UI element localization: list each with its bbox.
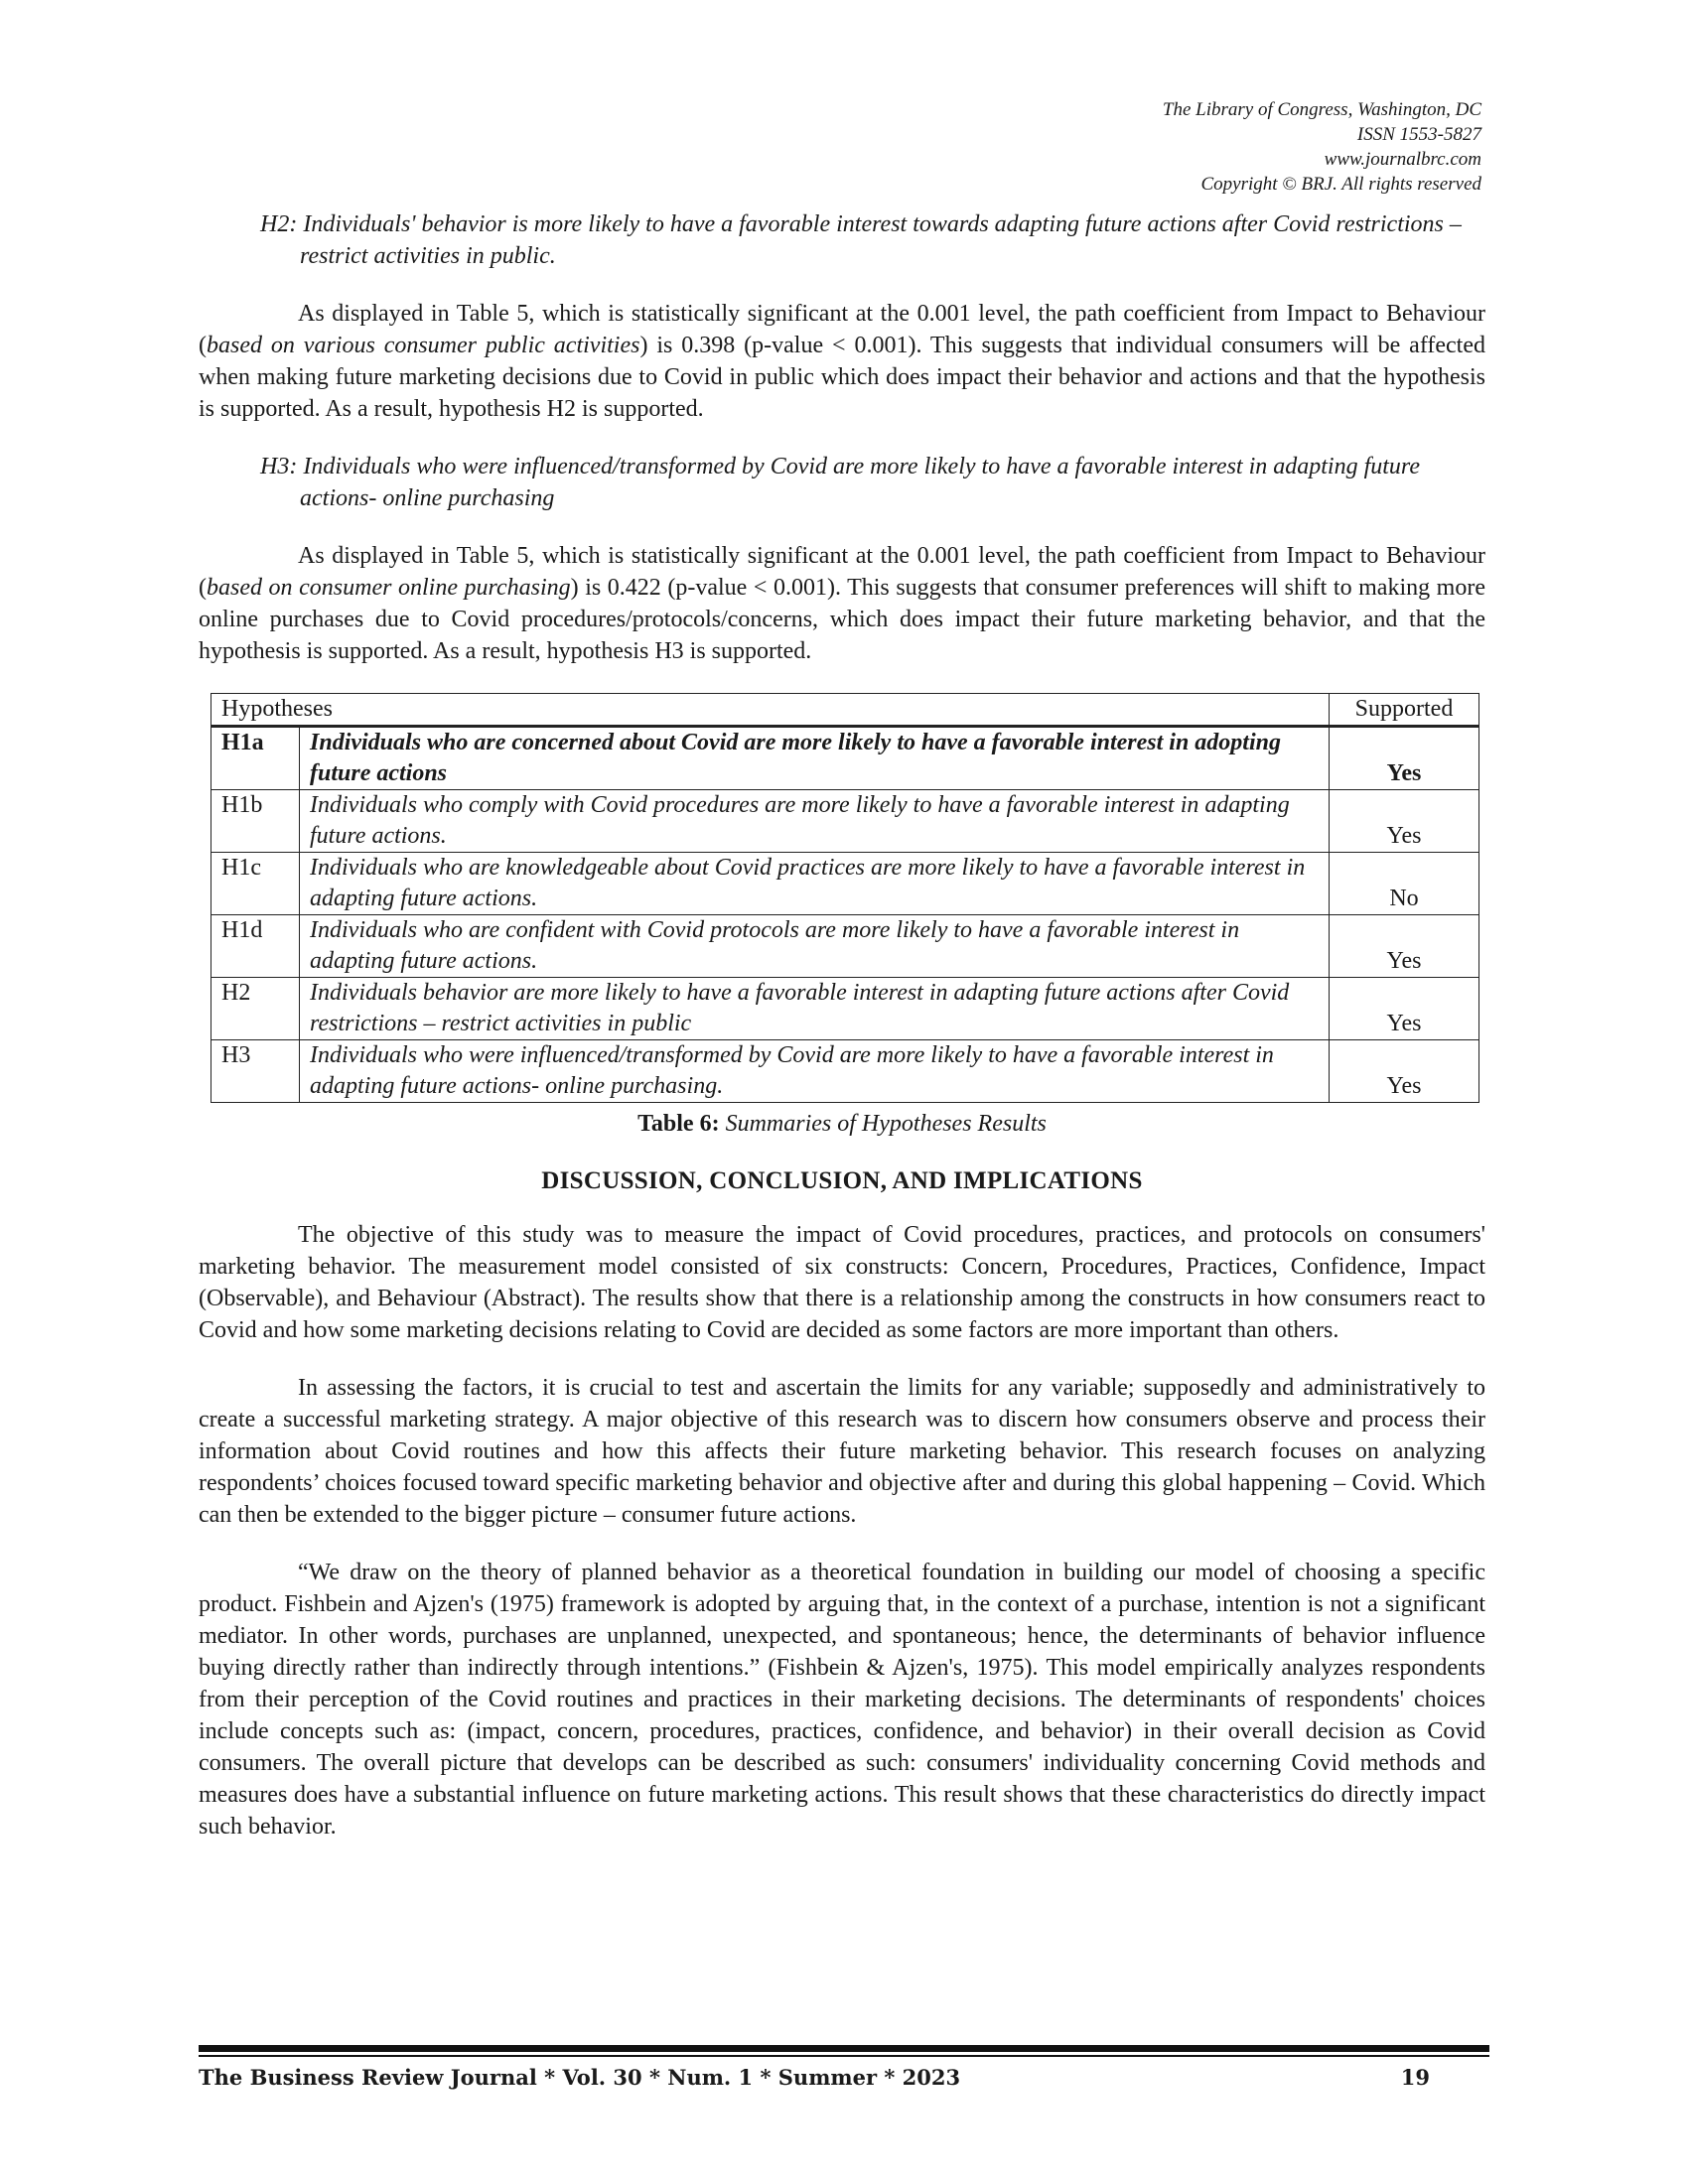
supported-value: Yes [1330,915,1479,978]
page-content [199,208,1485,1868]
hypothesis-text: Individuals behavior are more likely to have a favorable interest in adapting future actions after Covid restrictions – restrict activities in public [300,978,1330,1040]
paragraph-h3-result [199,540,1485,667]
footer-divider [199,2045,1489,2057]
table-header-row [211,694,1479,727]
header-supported: Supported [1330,694,1479,727]
supported-value: Yes [1330,1040,1479,1103]
paragraph-text: As displayed in Table 5, which is statistically significant at the 0.001 level, the path coefficient from Impact to Behaviour ( [199,301,1485,358]
hypothesis-id: H3 [211,1040,300,1103]
supported-value: Yes [1330,790,1479,853]
hypothesis-text: Individuals who were influenced/transformed by Covid are more likely to have a favorable interest in adapting future actions- online purchasing. [300,1040,1330,1103]
footer-journal-info: The Business Review Journal * Vol. 30 * Num. 1 * Summer * 2023 [199,2065,961,2090]
hypothesis-id: H2 [211,978,300,1040]
hypothesis-text: Individuals who are confident with Covid protocols are more likely to have a favorable interest in adapting future actions. [300,915,1330,978]
table-row [211,790,1479,853]
section-heading: DISCUSSION, CONCLUSION, AND IMPLICATIONS [541,1167,1143,1194]
hypotheses-table [211,693,1479,1103]
page-footer [199,2065,1430,2090]
table-row [211,915,1479,978]
table-row [211,1040,1479,1103]
table-row [211,978,1479,1040]
hypothesis-h2: H2: Individuals' behavior is more likely to have a favorable interest towards adapting future actions after Covid restrictions – restrict activities in public. [260,211,1462,269]
discussion-paragraph-1: The objective of this study was to measure the impact of Covid procedures, practices, and protocols on consumers' marketing behavior. The measurement model consisted of six constructs: Concern, Procedures, Practices, Confidence, Impact (Observable), and Behaviour (Abstract). The results show that there is a relationship among the constructs in how consumers react to Covid and how some marketing decisions relating to Covid are decided as some factors are more important than others. [199,1222,1485,1343]
hypothesis-id: H1d [211,915,300,978]
paragraph-h2-result [199,298,1485,425]
header-line-website: www.journalbrc.com [1324,149,1481,170]
discussion-paragraph-3: “We draw on the theory of planned behavior as a theoretical foundation in building our model of choosing a specific product. Fishbein and Ajzen's (1975) framework is adopted by arguing that, in the context of a purchase, intention is not a significant mediator. In other words, purchases are unplanned, unexpected, and spontaneous; hence, the determinants of behavior influence buying directly rather than indirectly through intentions.” (Fishbein & Ajzen's, 1975). This model empirically analyzes respondents from their perception of the Covid routines and practices in their marketing decisions. The determinants of respondents' choices include concepts such as: (impact, concern, procedures, practices, confidence, and behavior) in their overall decision as Covid consumers. The overall picture that develops can be described as such: consumers' individuality concerning Covid methods and measures does have a substantial influence on future marketing actions. This result shows that these characteristics do directly impact such behavior. [199,1560,1485,1840]
hypothesis-h3: H3: Individuals who were influenced/transformed by Covid are more likely to have a favorable interest in adapting future actions- online purchasing [260,454,1421,511]
table-row [211,853,1479,915]
supported-value: No [1330,853,1479,915]
paragraph-text: ) is 0.398 (p-value < 0.001). This suggests that individual consumers will be affected when making future marketing decisions due to Covid in public which does impact their behavior and actions and that the hypothesis is supported. As a result, hypothesis H2 is supported. [199,333,1485,422]
header-line-copyright: Copyright © BRJ. All rights reserved [1200,174,1481,195]
caption-text: Summaries of Hypotheses Results [725,1111,1047,1137]
supported-value: Yes [1330,727,1479,790]
discussion-paragraph-2: In assessing the factors, it is crucial to test and ascertain the limits for any variable; supposedly and administratively to create a successful marketing strategy. A major objective of this research was to discern how consumers observe and process their information about Covid routines and how this affects their future marketing behavior. This research focuses on analyzing respondents’ choices focused toward specific marketing behavior and objective after and during this global happening – Covid. Which can then be extended to the bigger picture – consumer future actions. [199,1375,1485,1528]
hypothesis-text: Individuals who comply with Covid procedures are more likely to have a favorable interest in adapting future actions. [300,790,1330,853]
hypothesis-id: H1a [211,727,300,790]
header-hypotheses: Hypotheses [211,694,1330,727]
table-row [211,727,1479,790]
header-line-library: The Library of Congress, Washington, DC [1162,99,1481,120]
hypothesis-text: Individuals who are concerned about Covid are more likely to have a favorable interest in adopting future actions [300,727,1330,790]
paragraph-text: As displayed in Table 5, which is statistically significant at the 0.001 level, the path coefficient from Impact to Behaviour ( [199,543,1485,601]
paragraph-emphasis: based on various consumer public activities [207,333,640,358]
caption-label: Table 6: [637,1111,720,1137]
page-number: 19 [1400,2065,1430,2090]
hypothesis-id: H1c [211,853,300,915]
table-caption [199,1111,1485,1138]
paragraph-text: ) is 0.422 (p-value < 0.001). This suggests that consumer preferences will shift to making more online purchases due to Covid procedures/protocols/concerns, which does impact their future marketing behavior, and that the hypothesis is supported. As a result, hypothesis H3 is supported. [199,575,1485,664]
hypothesis-id: H1b [211,790,300,853]
supported-value: Yes [1330,978,1479,1040]
journal-header [1163,97,1481,197]
paragraph-emphasis: based on consumer online purchasing [207,575,571,601]
hypothesis-text: Individuals who are knowledgeable about Covid practices are more likely to have a favorable interest in adapting future actions. [300,853,1330,915]
header-line-issn: ISSN 1553-5827 [1356,124,1481,145]
